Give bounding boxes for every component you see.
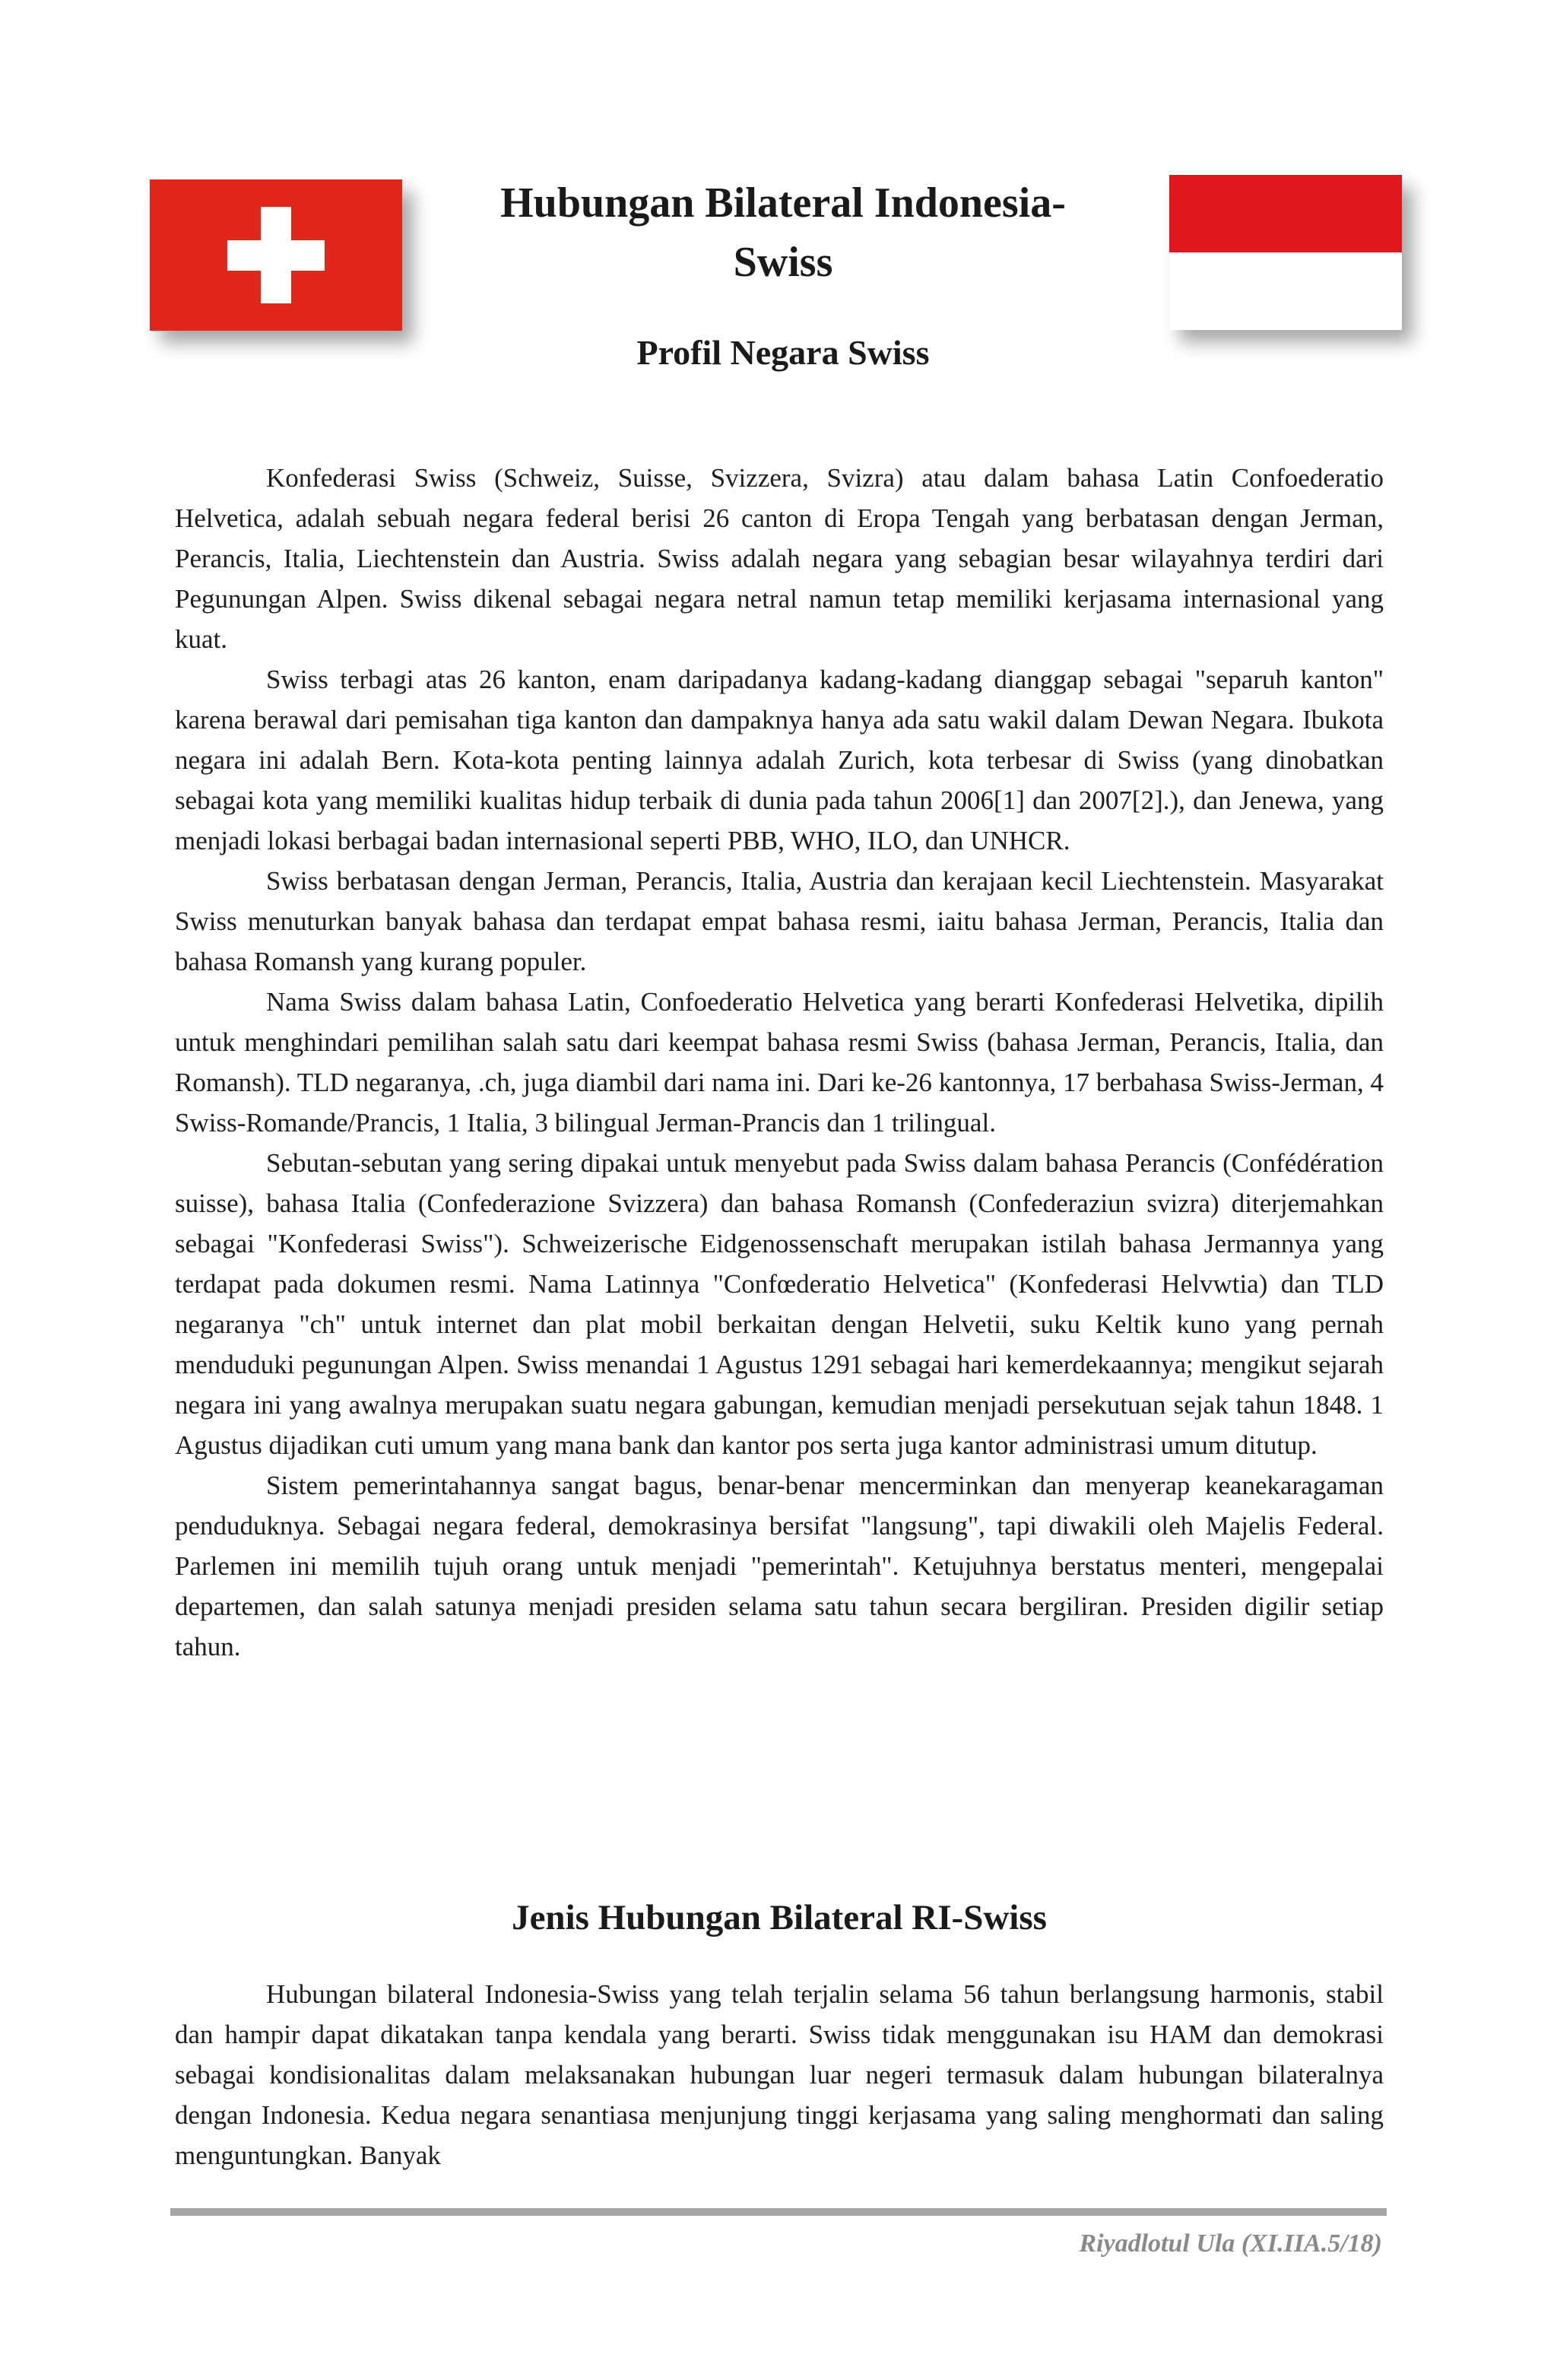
swiss-flag [150, 179, 402, 331]
footer-author: Riyadlotul Ula (XI.IIA.5/18) [1079, 2229, 1382, 2258]
profile-paragraph-5: Sebutan-sebutan yang sering dipakai untuk menyebut pada Swiss dalam bahasa Perancis (Confédération suisse), bahasa Italia (Confederazione Svizzera) dan bahasa Romansh (Confederaziun svizra) diterjemahkan sebagai "Konfederasi Swiss"). Schweizerische Eidgenossenschaft merupakan istilah bahasa Jermannya yang terdapat pada dokumen resmi. Nama Latinnya "Confœderatio Helvetica" (Konfederasi Helvwtia) dan TLD negaranya "ch" untuk internet dan plat mobil berkaitan dengan Helvetii, suku Keltik kuno yang pernah menduduki pegunungan Alpen. Swiss menandai 1 Agustus 1291 sebagai hari kemerdekaannya; mengikut sejarah negara ini yang awalnya merupakan suatu negara gabungan, kemudian menjadi persekutuan sejak tahun 1848. 1 Agustus dijadikan cuti umum yang mana bank dan kantor pos serta juga kantor administrasi umum ditutup. [175, 1148, 1384, 1460]
profile-paragraph-3: Swiss berbatasan dengan Jerman, Perancis, Italia, Austria dan kerajaan kecil Liechtenstein. Masyarakat Swiss menuturkan banyak bahasa dan terdapat empat bahasa resmi, iaitu bahasa Jerman, Perancis, Italia dan bahasa Romansh yang kurang populer. [175, 866, 1384, 976]
section-title-relations: Jenis Hubungan Bilateral RI-Swiss [512, 1898, 1047, 1937]
relations-section [175, 1974, 1384, 2175]
footer-divider [170, 2208, 1387, 2216]
swiss-flag-cross-horizontal [227, 240, 325, 271]
indonesia-flag-white-band [1169, 252, 1402, 330]
indonesia-flag [1169, 175, 1402, 330]
profile-paragraph-6: Sistem pemerintahannya sangat bagus, benar-benar mencerminkan dan menyerap keanekaragaman penduduknya. Sebagai negara federal, demokrasinya bersifat "langsung", tapi diwakili oleh Majelis Federal. Parlemen ini memilih tujuh orang untuk menjadi "pemerintah". Ketujuhnya berstatus menteri, mengepalai departemen, dan salah satunya menjadi presiden selama satu tahun secara bergiliran. Presiden digilir setiap tahun. [175, 1471, 1384, 1661]
section-title-profile: Profil Negara Swiss [636, 333, 930, 372]
profile-paragraph-2: Swiss terbagi atas 26 kanton, enam daripadanya kadang-kadang dianggap sebagai "separuh kanton" karena berawal dari pemisahan tiga kanton dan dampaknya hanya ada satu wakil dalam Dewan Negara. Ibukota negara ini adalah Bern. Kota-kota penting lainnya adalah Zurich, kota terbesar di Swiss (yang dinobatkan sebagai kota yang memiliki kualitas hidup terbaik di dunia pada tahun 2006[1] dan 2007[2].), dan Jenewa, yang menjadi lokasi berbagai badan internasional seperti PBB, WHO, ILO, dan UNHCR. [175, 665, 1384, 855]
indonesia-flag-red-band [1169, 175, 1402, 252]
profile-paragraph-1: Konfederasi Swiss (Schweiz, Suisse, Svizzera, Svizra) atau dalam bahasa Latin Confoederatio Helvetica, adalah sebuah negara federal berisi 26 canton di Eropa Tengah yang berbatasan dengan Jerman, Perancis, Italia, Liechtenstein dan Austria. Swiss adalah negara yang sebagian besar wilayahnya terdiri dari Pegunungan Alpen. Swiss dikenal sebagai negara netral namun tetap memiliki kerjasama internasional yang kuat. [175, 463, 1384, 654]
relations-paragraph: Hubungan bilateral Indonesia-Swiss yang telah terjalin selama 56 tahun berlangsung harmonis, stabil dan hampir dapat dikatakan tanpa kendala yang berarti. Swiss tidak menggunakan isu HAM dan demokrasi sebagai kondisionalitas dalam melaksanakan hubungan luar negeri termasuk dalam hubungan bilateralnya dengan Indonesia. Kedua negara senantiasa menjunjung tinggi kerjasama yang saling menghormati dan saling menguntungkan. Banyak [175, 1979, 1384, 2170]
profile-paragraph-4: Nama Swiss dalam bahasa Latin, Confoederatio Helvetica yang berarti Konfederasi Helvetika, dipilih untuk menghindari pemilihan salah satu dari keempat bahasa resmi Swiss (bahasa Jerman, Perancis, Italia, dan Romansh). TLD negaranya, .ch, juga diambil dari nama ini. Dari ke-26 kantonnya, 17 berbahasa Swiss-Jerman, 4 Swiss-Romande/Prancis, 1 Italia, 3 bilingual Jerman-Prancis dan 1 trilingual. [175, 987, 1384, 1138]
page-title: Hubungan Bilateral Indonesia-Swiss [500, 179, 1066, 286]
profile-section [175, 458, 1384, 1667]
